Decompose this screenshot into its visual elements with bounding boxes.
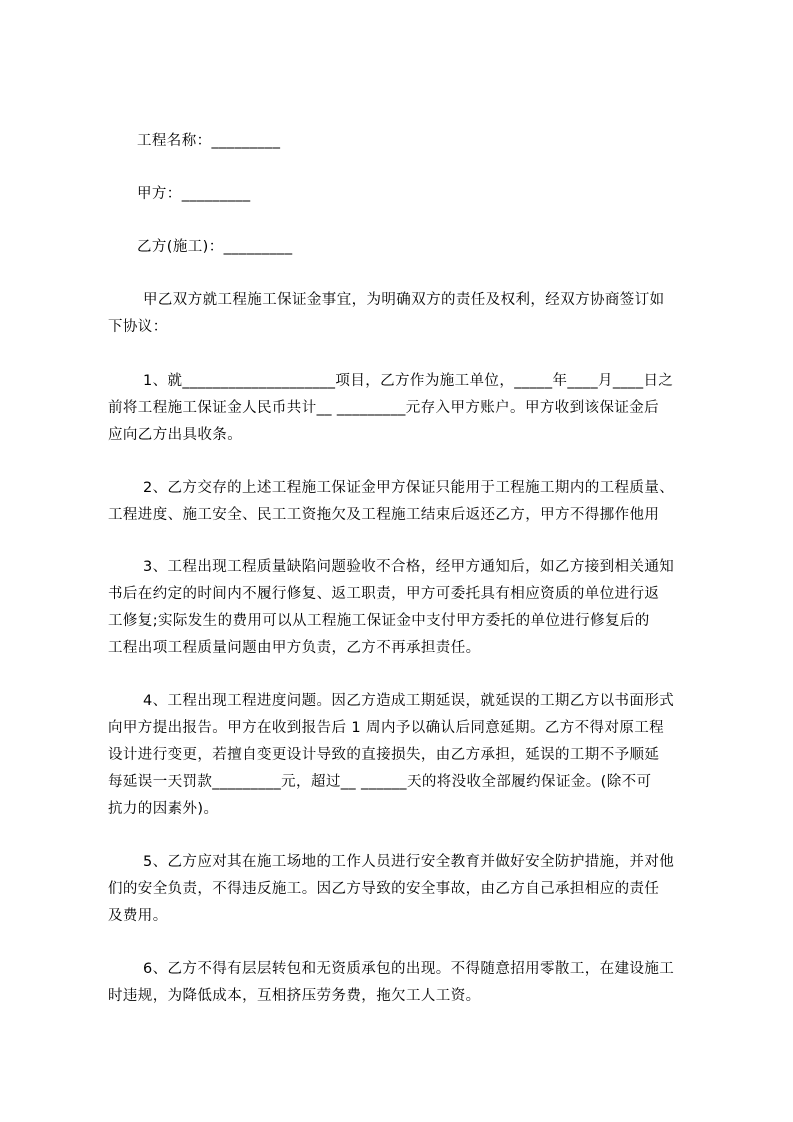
- clause-line: 时违规，为降低成本，互相挤压劳务费，拖欠工人工资。: [108, 988, 481, 1004]
- clause-line: 5、乙方应对其在施工场地的工作人员进行安全教育并做好安全防护措施，并对他: [143, 854, 675, 870]
- clause-line: 4、工程出现工程进度问题。因乙方造成工期延误，就延误的工期乙方以书面形式: [143, 693, 675, 709]
- clause-line: 2、乙方交存的上述工程施工保证金甲方保证只能用于工程施工期内的工程质量、: [143, 480, 675, 496]
- clause-line: 每延误一天罚款_________元，超过__ ______天的将没收全部履约保证金。(除不可: [108, 774, 652, 790]
- intro-line: 甲乙双方就工程施工保证金事宜，为明确双方的责任及权利，经双方协商签订如: [143, 292, 665, 308]
- clause-line: 抗力的因素外)。: [108, 801, 219, 817]
- clause-line: 1、就____________________项目，乙方作为施工单位，_____年____月____日之: [143, 373, 674, 389]
- party-b-line: 乙方(施工)：_________: [137, 239, 293, 255]
- clause-line: 前将工程施工保证金人民币共计__ _________元存入甲方账户。甲方收到该保证金后: [108, 400, 660, 416]
- clause-line: 应向乙方出具收条。: [108, 427, 243, 443]
- clause-line: 书后在约定的时间内不履行修复、返工职责，甲方可委托具有相应资质的单位进行返: [108, 586, 660, 602]
- clause-line: 们的安全负责，不得违反施工。因乙方导致的安全事故，由乙方自己承担相应的责任: [108, 881, 660, 897]
- clause-line: 3、工程出现工程质量缺陷问题验收不合格，经甲方通知后，如乙方接到相关通知: [143, 559, 675, 575]
- clause-line: 工修复;实际发生的费用可以从工程施工保证金中支付甲方委托的单位进行修复后的: [108, 613, 650, 629]
- clause-line: 工程出项工程质量问题由甲方负责，乙方不再承担责任。: [108, 640, 481, 656]
- clause-line: 向甲方提出报告。甲方在收到报告后 1 周内予以确认后同意延期。乙方不得对原工程: [108, 720, 665, 736]
- clause-line: 工程进度、施工安全、民工工资拖欠及工程施工结束后返还乙方，甲方不得挪作他用: [108, 507, 660, 523]
- clause-line: 6、乙方不得有层层转包和无资质承包的出现。不得随意招用零散工，在建设施工: [143, 961, 675, 977]
- clause-line: 设计进行变更，若擅自变更设计导致的直接损失，由乙方承担，延误的工期不予顺延: [108, 747, 660, 763]
- clause-line: 及费用。: [108, 908, 168, 924]
- party-a-line: 甲方：_________: [137, 186, 251, 202]
- intro-line: 下协议：: [108, 319, 168, 335]
- project-name-line: 工程名称：_________: [137, 133, 281, 149]
